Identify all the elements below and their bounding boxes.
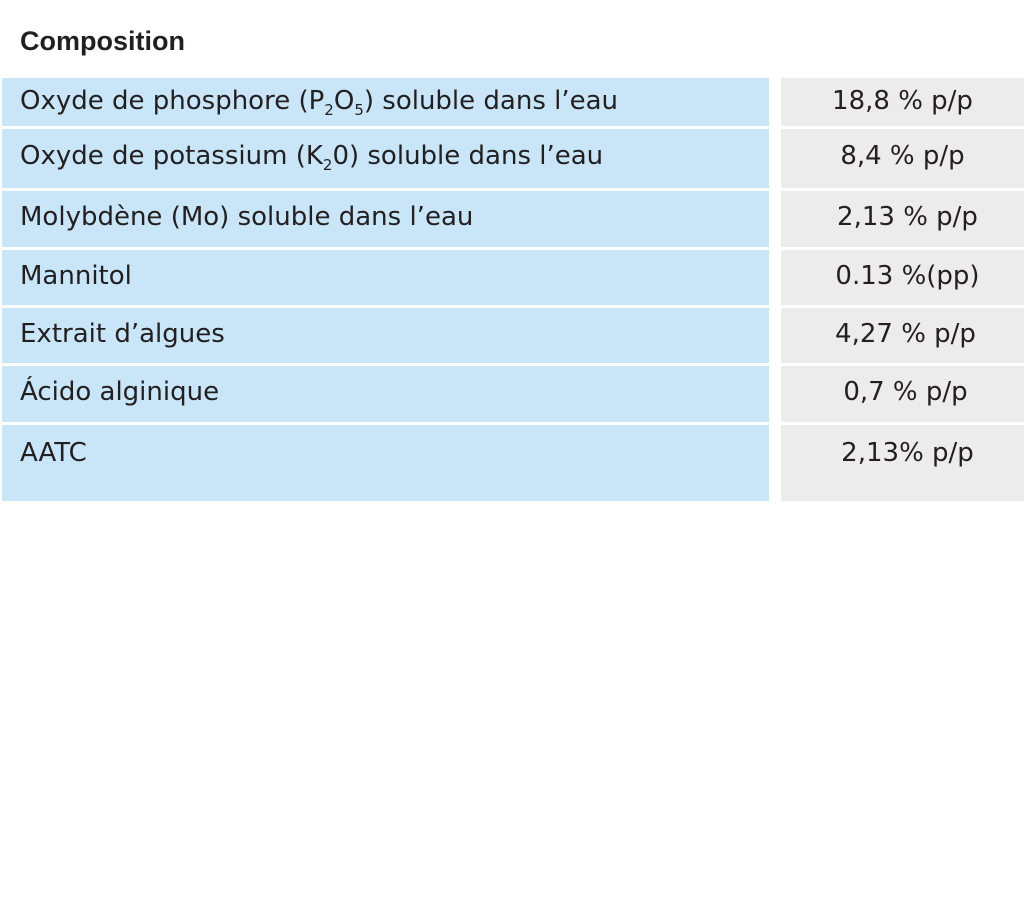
row-value: 0.13 %(pp) <box>781 250 1024 305</box>
row-label <box>2 129 769 188</box>
table-row <box>0 308 1024 363</box>
row-value: 4,27 % p/p <box>781 308 1024 363</box>
table-row <box>0 191 1024 247</box>
row-label <box>2 78 769 126</box>
row-label: Mannitol <box>2 250 769 305</box>
table-row <box>0 129 1024 188</box>
table-row <box>0 425 1024 501</box>
row-value: 8,4 % p/p <box>781 129 1024 188</box>
row-label: Extrait d’algues <box>2 308 769 363</box>
table-row <box>0 250 1024 305</box>
label-text: Oxyde de potassium $(K_20)$ soluble dans l’eau <box>20 141 604 174</box>
row-label: AATC <box>2 425 769 501</box>
label-text: Oxyde de phosphore $(P_2O_5)$ soluble dans l’eau <box>20 86 619 119</box>
composition-table <box>0 78 1024 504</box>
row-value: 0,7 % p/p <box>781 366 1024 422</box>
table-row <box>0 366 1024 422</box>
row-value: 18,8 % p/p <box>781 78 1024 126</box>
row-label: Ácido alginique <box>2 366 769 422</box>
row-value: 2,13 % p/p <box>781 191 1024 247</box>
table-row <box>0 78 1024 126</box>
row-label: Molybdène (Mo) soluble dans l’eau <box>2 191 769 247</box>
row-value: 2,13% p/p <box>781 425 1024 501</box>
page-title: Composition <box>20 26 185 56</box>
